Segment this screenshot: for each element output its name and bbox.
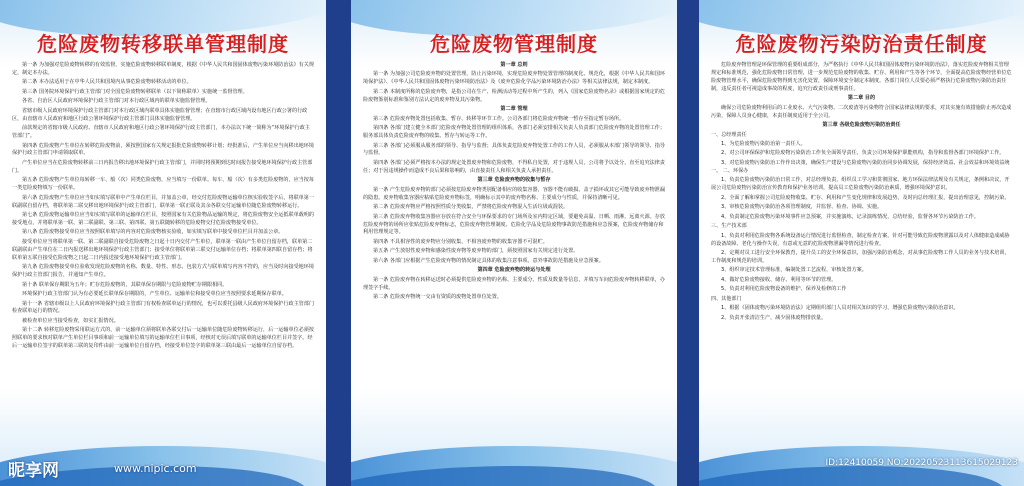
poster-transfer-manifest bbox=[0, 0, 326, 486]
paragraph: 第五条 产生放射性废弃物和感染性废弃物等废弃物的部门，须按照国家有关规定进行处置。 bbox=[373, 248, 579, 255]
paragraph: 第十条 联单保存期限为五年；贮存危险废物的，其联单保存期限与危险废物贮存期限相同。 bbox=[22, 281, 228, 288]
paragraph: 第九条 危险废物接受单位验收发现危险废物的名称、数量、特性、形态、包装方式与联单填写内容不符的，应当及时向接受地环境保护行政主管部门报告，并通知产生单位。 bbox=[12, 264, 314, 279]
poster-waste-management bbox=[351, 0, 677, 486]
poster-body bbox=[12, 62, 314, 353]
watermark-url: www.nipic.com bbox=[114, 462, 197, 475]
paragraph: 3、对危险废物污染防治工作作出决策，确保生产建设与危险废物污染防治同步协调发展，保持经济效益、社会效益和环境效益统一。 二、环保办 bbox=[711, 159, 1010, 174]
poster-body bbox=[363, 62, 665, 304]
paragraph: 第四条 不具相容性的废弃物应分别收集，不相容废弃物的收集容器不可混贮。 bbox=[373, 238, 548, 245]
paragraph: 第一条 为加强公司危险废弃物的处置管理，防止污染环境，实现危险废弃物处置管理的制度化、规范化，根据《中华人民共和国环境保护法》、《中华人民共和国固体废物污染环境防治法》及《废弃危险化学品污染环境防治办法》等相关法律法规，制定本制度。 bbox=[363, 71, 665, 86]
poster-pollution-responsibility bbox=[699, 0, 1024, 486]
watermark-id: ID:12410059 NO:20220523113615029123 bbox=[825, 458, 1018, 468]
poster-title: 危险废物转移联单管理制度 bbox=[37, 32, 289, 56]
paragraph: 4、做好危险废物接收、储存、利用等环节的管理。 bbox=[721, 276, 837, 283]
chapter-heading: 第四章 危险废弃物的转运与处理 bbox=[477, 267, 551, 274]
paragraph: 1、负责危险废物污染防治日常工作，对总经理负责，组织员工学习和贯彻国家、地方环保法律法规及有关规定，条例和决议，开展公司危险废物污染防治宣传教育和保护业务培训，提高员工危险废物污染防治素质，增强环境保护意识。 bbox=[711, 177, 1010, 192]
section-heading: 三、生产技术部 bbox=[711, 223, 747, 230]
paragraph: 产生单位应当在危险废物转移前三日内报告移出地环境保护行政主管部门，并同时将预期到达时间报告接受地环境保护行政主管部门。 bbox=[12, 159, 313, 174]
paragraph: 1、负责对利用危险废物各系统设备运行情况进行监督检查，制定检查方案，针对可能导致危险废物泄露以及对人体健康造成威胁的设备故障、老化与操作失误，有意或无意的危险废物泄漏等情况进行检查。 bbox=[711, 232, 1010, 247]
chapter-heading: 第三章 各级危险废物污染防治责任 bbox=[822, 122, 901, 129]
paragraph: 第十一条 省辖市级以上人民政府环境保护行政主管部门有权检查联单运行的情况，也可以委托县级人民政府环境保护行政主管部门检查联单运行的情况。 bbox=[12, 300, 314, 315]
chapter-heading: 第一章 总则 bbox=[500, 62, 528, 68]
paragraph: 接受单位应当将联单第一联、第二联副联自接受危险废物之日起十日内交付产生单位，联单第一联由产生单位自留存档，联单第二联副联由产生单位在二日内报送移出地环境保护行政主管部门；接受单位将联单第三联交付运输单位存档；将联单第四联自留存档；将联单第五联自接受危险废物之日起二日内报送接受地环境保护行政主管部门。 bbox=[12, 238, 313, 261]
chapter-heading: 第二章 管理 bbox=[500, 106, 528, 113]
paragraph: 各省、自治区人民政府环境保护行政主管部门对本行政区域内的联单实施监督管理。 bbox=[22, 98, 211, 105]
paragraph: 第六条 危险废物产生单位应当如实填写联单中产生单位栏目，并加盖公章，经交付危险废物运输单位核实验收签字后，将联单第一联副联自留存档，将联单第二联交移出地环境保护行政主管部门，联单第一联正联及其余各联交付运输单位随危险废物转移运行。 bbox=[12, 194, 314, 209]
paragraph: 第四条 各部门必须严格按本办法的规定处置废弃物和危险废物，不得私自处置，对于违规人员，公司将予以处分，直至追究法律责任；对于因违规操作而造成不良后果和影响的，由直接责任人和相关负责人承担责任。 bbox=[363, 159, 665, 174]
paragraph: 省辖市级人民政府环境保护行政主管部门对本行政区域内联单具体实施监督管理；在直辖市行政区域内设有地区行政公署的行政区，由直辖市人民政府和地区行政公署环境保护行政主管部门具体实施监督管理。 bbox=[12, 107, 308, 122]
paragraph: 第五条 危险废物产生单位每转移一车、船（次）同类危险废物，应当填写一份联单。每车、船（次）有多类危险废物的，应当按每一类危险废物填写一份联单。 bbox=[12, 177, 314, 192]
paragraph: 被检查单位应当接受检查，如实汇报情况。 bbox=[22, 317, 119, 324]
poster-title: 危险废物污染防治责任制度 bbox=[735, 32, 988, 56]
paragraph: 第三条 各部门必须服从服务部的领导、指导与监督；具体负责危险废弃物处置工作的工作人员，必须服从本部门领导的领导、指导与监督。 bbox=[363, 142, 665, 157]
paragraph: 第一条 为加强对危险废物转移的有效监督，实施危险废物转移联单制度，根据《中华人民共和国固体废物污染环境防治法》有关规定，制定本办法。 bbox=[12, 62, 314, 76]
section-heading: 一、总经理责任 bbox=[711, 131, 747, 138]
paragraph: 第八条 危险废物接受单位应当按照联单填写的内容对危险废物核实验收，如实填写联单中接受单位栏目并加盖公章。 bbox=[22, 229, 284, 236]
poster-body bbox=[711, 62, 1012, 324]
paragraph: 2、定期对员工进行安全环保教育，提升员工的安全环保意识，加强污染防治观念，对从事危险废物工作人员的业务与技术培训，工作制度和规范的培训。 bbox=[711, 250, 1010, 264]
paragraph: 2、对公司环保保护和危险废物污染防治工作负全面领导责任，负责公司环境保护职能机构，指导和监督各部门环境保护工作。 bbox=[721, 150, 1005, 157]
paragraph: 2、全面了解和掌握公司危险废物收集、贮存、利用和产生变化规律和发展趋势，及时向总经理汇报，提出治理意见，控制污染。 bbox=[721, 194, 1010, 201]
paragraph: 3、审核危险废物污染防治各项管理制度，并监督、检查、协调、实施。 bbox=[721, 204, 883, 211]
paragraph: 第二条 危险废弃物应严格按照性质分类收集，严禁将危险废弃物混入生活垃圾或混装。 bbox=[373, 204, 569, 211]
paragraph: 第七条 危险废物运输单位应当如实填写联单的运输单位栏目，按照国家有关危险物品运输的规定，将危险废物安全运抵联单载明的接受地点，并将联单第一联、第二联副联、第三联、第四联、第五联随转移的危险废物交付危险废物接受单位。 bbox=[12, 212, 314, 226]
chapter-heading: 第三章 危险废弃物的收集与暂存 bbox=[477, 177, 551, 184]
paragraph: 第一条 产生危险废弃物的部门必须按危险废弃物类别配备相应的收集容器，容器不能有破损、盖子损坏或其它可能导致废弃物泄漏的隐患。废弃物收集容器应粘贴危险废弃物标签，明确标示其中的废弃物名称、主要成分与性质，并保持清晰可见。 bbox=[363, 186, 665, 201]
paragraph: 第二条 本制度所称的危险废弃物，是指公司在生产、检测活动等过程中所产生的，列入《国家危险废物名录》或根据国家规定的危险废物鉴别标准和鉴别方法认定的废弃物及其污染物。 bbox=[363, 88, 665, 103]
paragraph: 第四条 危险废物产生单位在转移危险废物前，须按照国家有关规定报批危险废物转移计划；经批准后，产生单位应当向移出地环境保护行政主管部门申请领取联单。 bbox=[12, 142, 314, 157]
paragraph: 第三条 国务院环境保护行政主管部门对全国危险废物转移联单（以下简称联单）实施统一监督管理。 bbox=[22, 88, 248, 95]
paragraph: 确保公司危险废物利用后的工业废水、大气污染物、二次废渣等污染物符合国家法律法规的要求，对其实施有效措施防止再次造成污染，保障人员身心健康，本责任制度适用于全公司。 bbox=[711, 104, 1012, 119]
chapter-heading: 第二章 目的 bbox=[847, 95, 876, 102]
paragraph: 第四条 各部门建立健全本部门危险废弃物处置管理的组织体系，各部门必须安排相关负责人负责部门危险废弃物的处置管理工作；服务部具体负责危险废弃物的收集、暂存与转运等工作。 bbox=[363, 125, 665, 140]
paragraph: 前款规定的省辖市级人民政府、直辖市人民政府和地区行政公署环境保护行政主管部门，本办法以下统一简称为“环境保护行政主管部门”。 bbox=[12, 125, 310, 140]
paragraph: 2、负责开张清洁生产，减少固体废物排放量。 bbox=[721, 314, 827, 321]
paragraph: 第六条 各部门应根据产生危险废弃物的情况制定具体的收集注意事项、意外事故防范措施及应急预案。 bbox=[373, 257, 604, 264]
paragraph: 1、根据《固体废物污染环境防治法》定期组织部门人员对相关知识的学习，增强危险废物污染防治意识。 bbox=[721, 305, 959, 312]
paragraph: 第三条 危险废弃物处置包括收集、暂存、转移等环节工作。公司各部门将危险废弃物统一暂存至指定暂存场所。 bbox=[373, 115, 625, 122]
paragraph: 第二条 危险废弃物统一交由有资质的废物处置单位处置。 bbox=[373, 294, 502, 301]
paragraph: 1、为危险废物污染防治第一责任人。 bbox=[721, 140, 806, 147]
poster-title: 危险废物管理制度 bbox=[430, 32, 598, 56]
paragraph: 5、负责对利用危险废物设备的维护、保养及检修的工作 bbox=[721, 286, 847, 293]
paragraph: 危险废弃物管理是环保管理的重要组成部分，为严格执行《中华人民共和国固体废物污染环境防治法》，落实危险废弃物相关管理规定和标准规范，强化危险废物日常管理，进一步规范危险废物的收集、贮存、利用和产生等各个环节，全面提高危险废物经营单位危险废物管理水平，确保危险废物得到无害化处置，保障环境安全制定本制度。各部门岗位人员要必须严格执行危险废物污染防治责任制，违反责任者可视造成事故的程度，追究行政责任或刑事责任。 bbox=[711, 62, 1012, 92]
paragraph: 第二条 本办法适用于在中华人民共和国境内从事危险废物转移活动的单位。 bbox=[22, 79, 192, 86]
paragraph: 第三条 危险废弃物收集容器应存放在符合安全与环保要求的专门场所及室内特定区域，要避免高温、日晒、雨淋，远离火源。存放危险废弃物的场所应张贴危险废弃物标志，危险废弃物管理制度、危险化学品及危险废物事故防范措施和应急预案，危险废弃物储存和利用管理规定等。 bbox=[363, 213, 665, 236]
watermark-logo: 昵享网 bbox=[8, 461, 59, 481]
paragraph: 第十二条 转移危险废物采用联运方式的，前一运输单位须将联单各联交付后一运输单位随危险废物转移运行，后一运输单位必须按照联单的要求核对联单产生单位栏目事项和前一运输单位填写的运输单位栏目事项，经核对无误后填写联单的运输单位栏目并签字。经后一运输单位签字的联单第三联的复印件由前一运输单位自留存档，经接受单位签字的联单第三联由最后一运输单位自留存档。 bbox=[12, 327, 314, 350]
paragraph: 3、组织审定技术管理标准，编制处置工艺流程，审核处置方案。 bbox=[721, 267, 867, 274]
paragraph: 环境保护行政主管部门认为有必要延长联单保存期限的，产生单位、运输单位和接受单位应当按照要求延期保存联单。 bbox=[22, 291, 287, 298]
section-heading: 四、其他部门 bbox=[711, 295, 742, 302]
paragraph: 第一条 危险废弃物在转移运送时必须提供危险废弃物的名称、主要成分、性质及数量等信息，并填写车间危险废弃物转移联单，办理签字手续。 bbox=[363, 276, 665, 291]
paragraph: 4、负责制定危险废物污染环境事件应急预案，并实施演练，记录演练情况，总结经验，监督各环节污染防治工作。 bbox=[721, 213, 979, 220]
